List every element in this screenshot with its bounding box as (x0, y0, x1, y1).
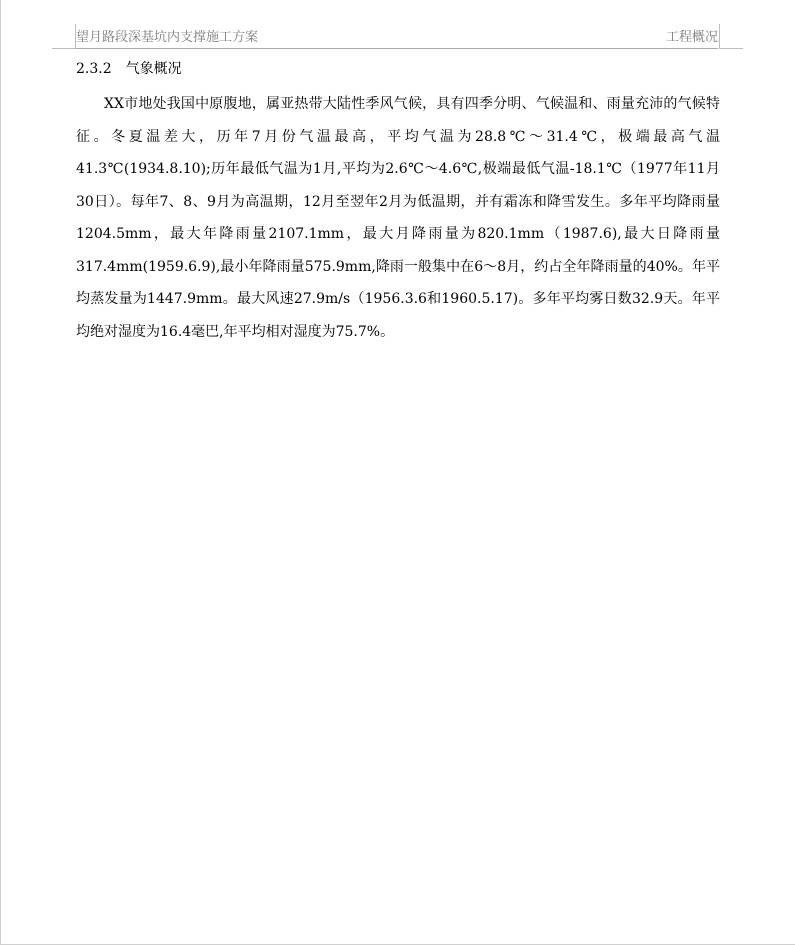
header-crop-mark-right (719, 24, 720, 48)
header-rule (76, 48, 718, 49)
header-document-title: 望月路段深基坑内支撑施工方案 (76, 30, 259, 45)
margin-mark-right (719, 48, 743, 49)
section-title: 气象概况 (125, 61, 182, 77)
section-heading (76, 58, 182, 78)
section-number: 2.3.2 (76, 61, 112, 77)
body-paragraph: XX市地处我国中原腹地，属亚热带大陆性季风气候，具有四季分明、气候温和、雨量充沛的气候特征。冬夏温差大，历年7月份气温最高，平均气温为28.8℃～31.4℃，极端最高气温41.3℃(1934.8.10);历年最低气温为1月,平均为2.6℃～4.6℃,极端最低气温-18.1℃（1977年11月30日）。每年7、8、9月为高温期，12月至翌年2月为低温期，并有霜冻和降雪发生。多年平均降雨量1204.5mm，最大年降雨量2107.1mm，最大月降雨量为820.1mm（1987.6),最大日降雨量317.4mm(1959.6.9),最小年降雨量575.9mm,降雨一般集中在6～8月，约占全年降雨量的40%。年平均蒸发量为1447.9mm。最大风速27.9m/s（1956.3.6和1960.5.17)。多年平均雾日数32.9天。年平均绝对湿度为16.4毫巴,年平均相对湿度为75.7%。 (76, 96, 720, 340)
margin-mark-left (52, 48, 76, 49)
page-header (76, 24, 718, 46)
page-left-edge (0, 0, 1, 945)
header-chapter-title: 工程概况 (665, 30, 718, 45)
